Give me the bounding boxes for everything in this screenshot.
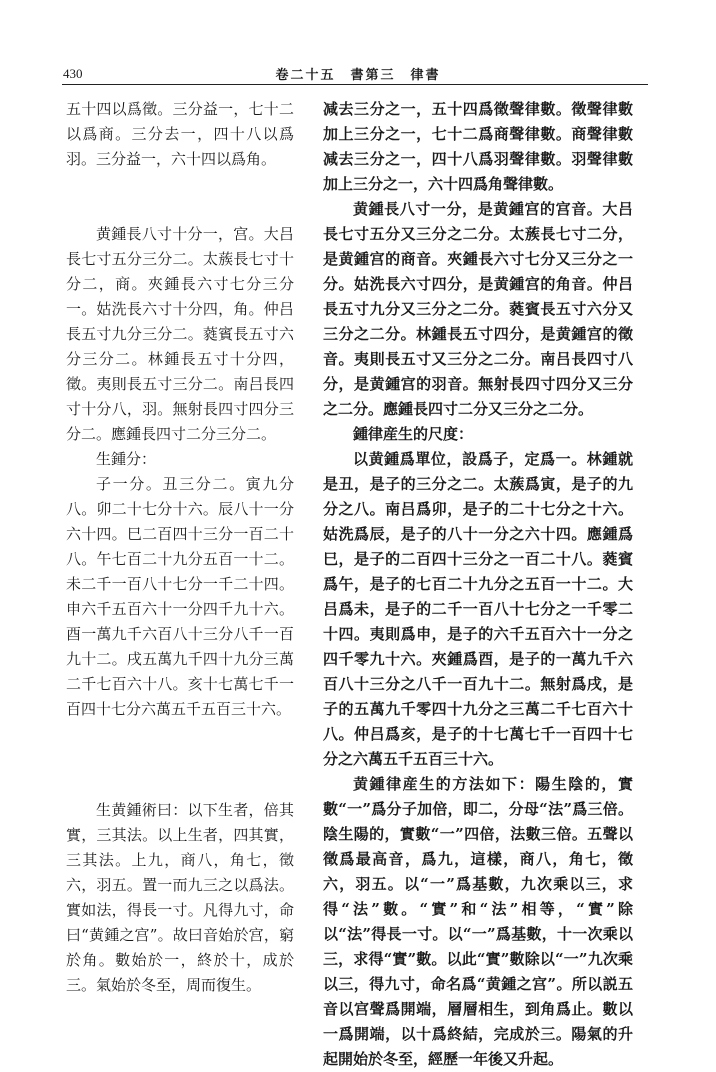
right-paragraph: 黄鍾長八寸一分，是黄鍾宫的宫音。大吕長七寸五分又三分之二分。太蔟長七寸二分，是黄鍾宫的商音。夾鍾長六寸七分又三分之一分。姑洗長六寸四分，是黄鍾宫的角音。仲吕長五寸九分又三分之二分。蕤賓長五寸六分又三分之二分。林鍾長五寸四分，是黄鍾宫的徵音。夷則長五寸又三分之二分。南吕長四寸八分，是黄鍾宫的羽音。無射長四寸四分又三分之二分。應鍾長四寸二分又三分之二分。: [323, 200, 633, 418]
right-paragraph: 黄鍾律産生的方法如下：陽生陰的，實數“一”爲分子加倍，即二，分母“法”爲三倍。陰生陽的，實數“一”四倍，法數三倍。五聲以徵爲最高音，爲九，這樣，商八，角七，徵六，羽五。以“一”爲基數，九次乘以三，求得“法”數。“實”和“法”相等，“實”除以“法”得長一寸。以“一”爲基數，十一次乘以三，求得“實”數。以此“實”數除以“一”九次乘以三，得九寸，命名爲“黄鍾之宫”。所以説五音以宫聲爲開端，層層相生，到角爲止。數以一爲開端，以十爲終結，完成於三。陽氣的升起開始於冬至，經歷一年後又升起。: [323, 775, 633, 1068]
running-head: 卷二十五 書第三 律書: [275, 68, 441, 83]
left-paragraph: 黄鍾長八寸十分一，宫。大吕長七寸五分三分二。太蔟長七寸十分二，商。夾鍾長六寸七分三分一。姑洗長六寸十分四，角。仲吕長五寸九分三分二。蕤賓長五寸六分三分二。林鍾長五寸十分四，徵。夷則長五寸三分二。南吕長四寸十分八，羽。無射長四寸四分三分二。應鍾長四寸二分三分二。: [66, 225, 294, 443]
right-heading: 鍾律産生的尺度：: [353, 425, 474, 443]
left-paragraph: 生黄鍾術曰：以下生者，倍其實，三其法。以上生者，四其實，三其法。上九，商八，角七，徵六，羽五。置一而九三之以爲法。實如法，得長一寸。凡得九寸，命曰“黄鍾之宫”。故曰音始於宫，窮於角。數始於一，終於十，成於三。氣始於冬至，周而復生。: [66, 801, 294, 994]
right-paragraph: 以黄鍾爲單位，設爲子，定爲一。林鍾就是丑，是子的三分之二。太蔟爲寅，是子的九分之八。南吕爲卯，是子的二十七分之十六。姑洗爲辰，是子的八十一分之六十四。應鍾爲巳，是子的二百四十三分之一百二十八。蕤賓爲午，是子的七百二十九分之五百一十二。大吕爲未，是子的二千一百八十七分之一千零二十四。夷則爲申，是子的六千五百六十一分之四千零九十六。夾鍾爲酉，是子的一萬九千六百八十三分之八千一百九十二。無射爲戌，是子的五萬九千零四十九分之三萬二千七百六十八。仲吕爲亥，是子的十七萬七千一百四十七分之六萬五千五百三十六。: [323, 450, 633, 768]
page-number: 430: [63, 66, 83, 81]
classical-text-column: [66, 97, 294, 998]
left-heading: 生鍾分：: [96, 450, 157, 468]
right-paragraph: 减去三分之一，五十四爲徵聲律數。徵聲律數加上三分之一，七十二爲商聲律數。商聲律數减去三分之一，四十八爲羽聲律數。羽聲律數加上三分之一，六十四爲角聲律數。: [323, 100, 633, 193]
left-paragraph: 五十四以爲徵。三分益一，七十二以爲商。三分去一，四十八以爲羽。三分益一，六十四以爲角。: [66, 100, 294, 168]
left-paragraph: 子一分。丑三分二。寅九分八。卯二十七分十六。辰八十一分六十四。巳二百四十三分一百二十八。午七百二十九分五百一十二。未二千一百八十七分一千二十四。申六千五百六十一分四千九十六。酉一萬九千六百八十三分八千一百九十二。戌五萬九千四十九分三萬二千七百六十八。亥十七萬七千一百四十七分六萬五千五百三十六。: [66, 475, 294, 718]
translation-column: [323, 97, 633, 1072]
header-rule: [62, 84, 648, 85]
